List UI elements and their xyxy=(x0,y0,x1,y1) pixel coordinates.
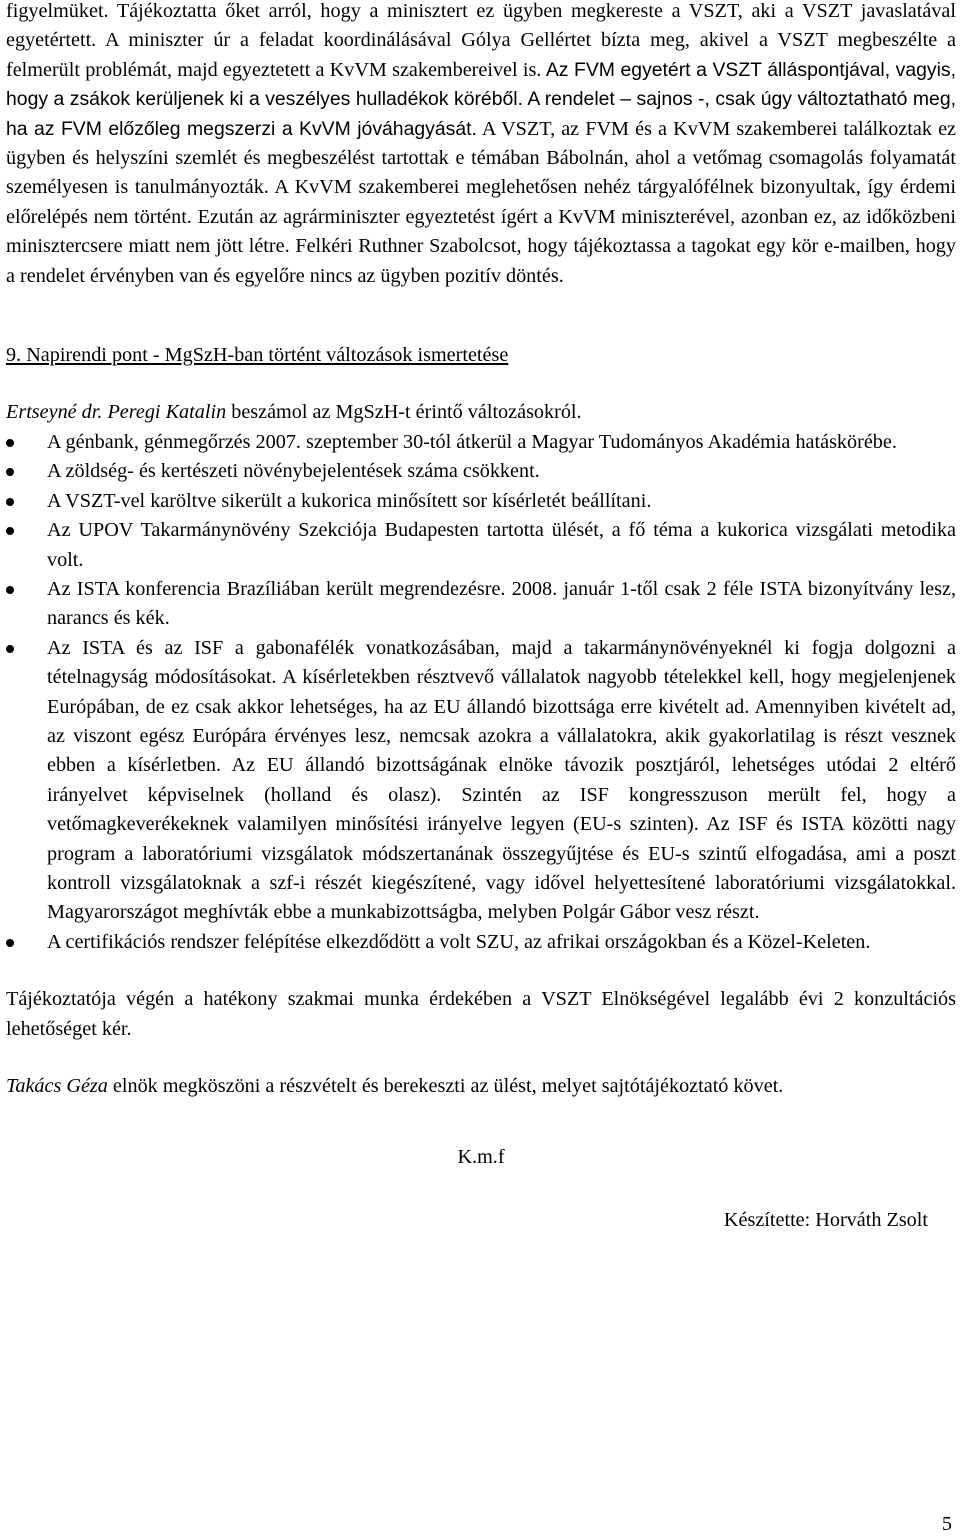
bullet-icon xyxy=(6,468,14,476)
list-item-text: A VSZT-vel karöltve sikerült a kukorica minősített sor kísérletét beállítani. xyxy=(47,489,652,512)
page-number: 5 xyxy=(941,1513,952,1535)
list-item-text: A zöldség- és kertészeti növénybejelentések száma csökkent. xyxy=(47,460,540,483)
section-heading xyxy=(6,341,956,370)
closing-request: Tájékoztatója végén a hatékony szakmai munka érdekében a VSZT Elnökségével legalább évi 2 konzultációs lehetőséget kér. xyxy=(6,988,956,1040)
list-item xyxy=(6,575,956,634)
spacer xyxy=(6,1101,956,1143)
list-item-text: A certifikációs rendszer felépítése elkezdődött a volt SZU, az afrikai országokban és a Közel-Keleten. xyxy=(47,930,871,953)
bullet-icon xyxy=(6,939,14,947)
list-item xyxy=(6,928,956,957)
list-item-text: Az UPOV Takarmánynövény Szekciója Budapesten tartotta ülését, a fő téma a kukorica vizsgálati metodika volt. xyxy=(47,519,956,571)
list-item xyxy=(6,634,956,928)
spacer xyxy=(6,1173,956,1206)
speaker-text: beszámol az MgSzH-t érintő változásokról. xyxy=(226,401,582,424)
intro-paragraph xyxy=(6,0,956,291)
section-9-heading: 9. Napirendi pont - MgSzH-ban történt változások ismertetése xyxy=(6,344,509,367)
document-page xyxy=(6,0,956,1235)
intro-sentence-1: figyelmüket. Tájékoztatta őket arról, hogy a minisztert ez ügyben megkereste a VSZT, aki a VSZT javaslatával egyetértett. A miniszter úr a feladat koordinálásával Gólya Gellértet bízta meg, akivel a VSZT megbeszélte a felmerült problémát, majd egyeztetett a KvVM szakembereivel is. xyxy=(6,0,956,81)
bullet-icon xyxy=(6,439,14,447)
list-item xyxy=(6,516,956,575)
list-item-text: Az ISTA konferencia Brazíliában került megrendezésre. 2008. január 1-től csak 2 féle ISTA bizonyítvány lesz, narancs és kék. xyxy=(47,577,956,630)
intro-sentence-2: Az FVM egyetért a VSZT álláspontjával, vagyis, hogy a zsákok kerüljenek ki a veszélyes hulladékok köréből. A rendelet – sajnos -, csak úgy változtatható meg, ha az FVM előzőleg megszerzi a KvVM jóváhagyását. xyxy=(6,58,956,140)
spacer xyxy=(6,370,956,398)
change-list xyxy=(6,428,956,957)
spacer xyxy=(6,291,956,341)
list-item xyxy=(6,487,956,516)
spacer xyxy=(6,1044,956,1072)
bullet-icon xyxy=(6,586,14,594)
author-signature: Készítette: Horváth Zsolt xyxy=(723,1208,928,1231)
chair-name: Takács Géza xyxy=(6,1075,108,1097)
bullet-icon xyxy=(6,498,14,506)
speaker-name: Ertseyné dr. Peregi Katalin xyxy=(6,401,227,424)
spacer xyxy=(6,957,956,985)
speaker-line xyxy=(6,398,956,427)
list-item-text: A génbank, génmegőrzés 2007. szeptember 30-tól átkerül a Magyar Tudományos Akadémia hatáskörébe. xyxy=(47,430,897,453)
chair-closing-line xyxy=(6,1072,956,1101)
chair-text: elnök megköszöni a részvételt és berekeszti az ülést, melyet sajtótájékoztató követ. xyxy=(107,1075,784,1097)
bullet-icon xyxy=(6,645,14,653)
list-item-text: Az ISTA és az ISF a gabonafélék vonatkozásában, majd a takarmánynövényeknél ki fogja dolgozni a tételnagyság módosításokat. A kísérletekben résztvevő vállalatok nagyobb tételekkel kell, hogy megjelenjenek Európában, de ez csak akkor lehetséges, ha az EU állandó bizottsága erre kivételt ad. Amennyiben kivételt ad, az viszont egész Európára érvényes lesz, nemcsak azokra a vállalatokra, akik gyakorlatilag is részt vesznek ebben a kísérletben. Az EU állandó bizottságának elnöke távozik posztjáról, lehetséges utódai 2 eltérő irányelvet képviselnek (holland és olasz). Szintén az ISF kongresszuson merült fel, hogy a vetőmagkeverékeknek valamilyen minősítési irányelve legyen (EU-s szinten). Az ISF és ISTA közötti nagy program a laboratóriumi vizsgálatok módszertanának összegyűjtése és EU-s szintű elfogadása, ami a poszt kontroll vizsgálatoknak a szf-i részét kiegészítené, vagy idővel helyettesítené laboratóriumi vizsgálatokkal. Magyarországot meghívták ebbe a munkabizottságba, melyben Polgár Gábor vesz részt. xyxy=(47,636,956,924)
kmf-mark: K.m.f xyxy=(457,1146,505,1169)
list-item xyxy=(6,457,956,486)
intro-sentence-3: A VSZT, az FVM és a KvVM szakemberei találkoztak ez ügyben és helyszíni szemlét és megbeszélést tartottak e témában Bábolnán, ahol a vetőmag csomagolás folyamatát személyesen is tanulmányozták. A KvVM szakemberei meglehetősen nehéz tárgyalófélnek bizonyultak, így érdemi előrelépés nem történt. Ezután az agrárminiszter egyeztetést ígért a KvVM miniszterével, azonban ez, az időközbeni minisztercsere miatt nem jött létre. Felkéri Ruthner Szabolcsot, hogy tájékoztassa a tagokat egy kör e-mailben, hogy a rendelet érvényben van és egyelőre nincs az ügyben pozitív döntés. xyxy=(6,117,957,287)
list-item xyxy=(6,428,956,457)
bullet-icon xyxy=(6,527,14,535)
